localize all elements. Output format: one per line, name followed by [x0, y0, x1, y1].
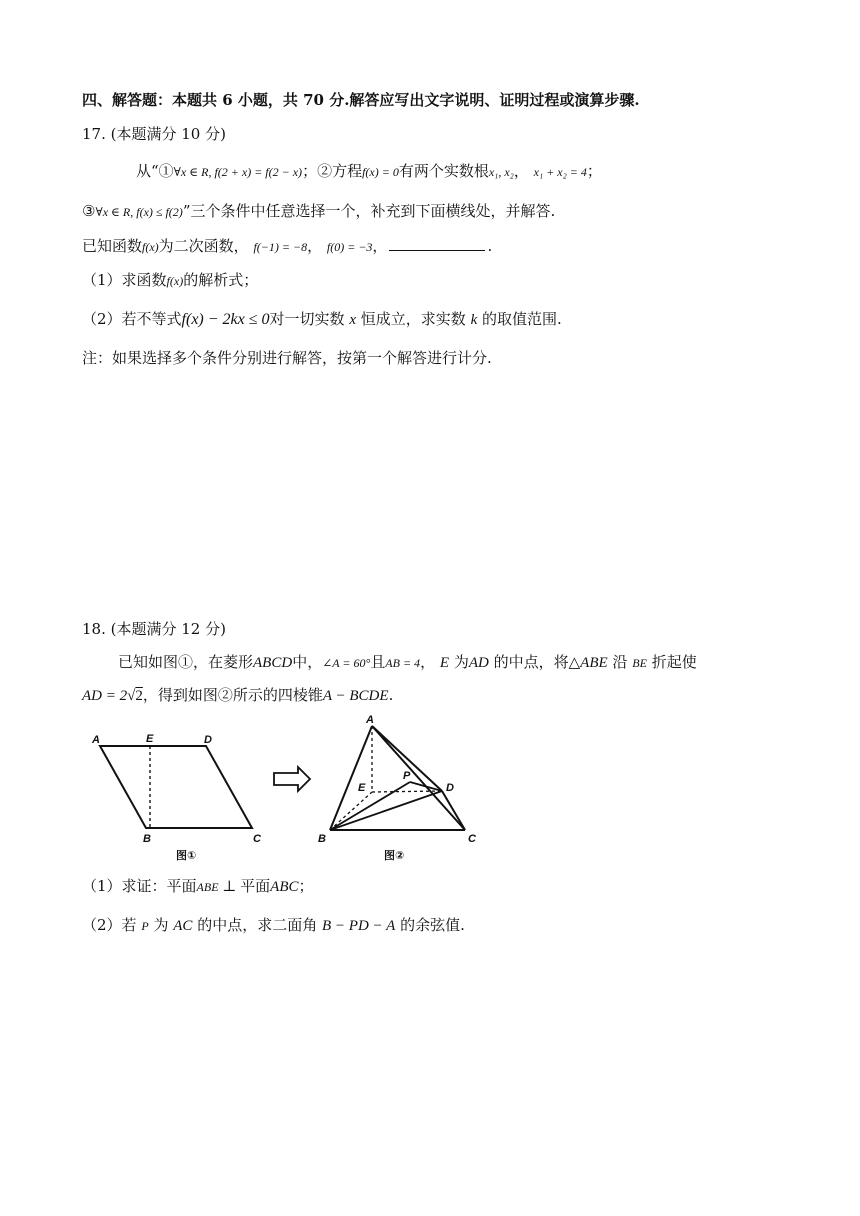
text: ， — [420, 653, 436, 671]
text: 的解析式； — [183, 271, 259, 289]
label-d: D — [446, 782, 454, 794]
label-e: E — [146, 733, 154, 745]
math-dihedral-angle: B − PD − A — [322, 918, 396, 934]
math-abe: ABE — [580, 655, 608, 671]
text: . — [388, 686, 394, 704]
text: 的中点，将△ — [493, 653, 581, 671]
label-b: B — [318, 833, 326, 845]
text: 为 — [153, 916, 169, 934]
q18-part2 — [82, 914, 465, 937]
right-arrow-icon — [274, 767, 310, 791]
label-a: A — [366, 714, 374, 726]
math-x: x — [349, 312, 356, 328]
math-ac: AC — [173, 918, 193, 934]
text: 有两个实数根 — [398, 162, 489, 180]
text: （2）若 — [82, 916, 137, 934]
math-abe: ABE — [196, 880, 219, 894]
perp-symbol: ⊥ — [218, 879, 241, 895]
label-a: A — [92, 734, 100, 746]
math-e: E — [439, 655, 450, 671]
q18-part1 — [82, 875, 314, 898]
section-heading: 四、解答题：本题共 6 小题，共 70 分.解答应写出文字说明、证明过程或演算步骤. — [82, 91, 640, 109]
math-condition-1: ∀x ∈ R, f(2 + x) = f(2 − x) — [173, 165, 303, 179]
text: 恒成立，求实数 — [360, 310, 466, 328]
math-value-2: f(0) = −3 — [326, 240, 373, 254]
math-be: BE — [632, 656, 647, 670]
math-k: k — [470, 312, 478, 328]
figure-2-pyramid — [330, 726, 465, 830]
math-equation: f(x) = 0 — [362, 165, 399, 179]
label-p: P — [403, 770, 411, 782]
text: 的取值范围. — [482, 310, 562, 328]
q17-note: 注：如果选择多个条件分别进行解答，按第一个解答进行计分. — [82, 349, 492, 367]
math-inequality: f(x) − 2kx ≤ 0 — [181, 311, 270, 328]
q17-header: 17. (本题满分 10 分) — [82, 125, 226, 143]
text: ， — [372, 237, 388, 255]
math-angle: ∠A = 60° — [322, 656, 371, 670]
sqrt-symbol: √ — [127, 688, 136, 704]
label-c: C — [253, 833, 261, 845]
math-p: P — [141, 919, 149, 933]
math-ad: AD — [468, 655, 489, 671]
dashed-edge-be — [330, 792, 372, 830]
q18-header: 18. (本题满分 12 分) — [82, 620, 226, 638]
math-pyramid: A − BCDE — [322, 688, 389, 704]
text: ； — [298, 877, 314, 895]
text: 已知如图①，在菱形 — [118, 653, 254, 671]
math-value-1: f(−1) = −8 — [253, 240, 308, 254]
figure-1-rhombus — [100, 746, 252, 828]
text: 的余弦值. — [400, 916, 465, 934]
edge-ac — [372, 726, 465, 830]
label-c: C — [468, 833, 476, 845]
edge-ab — [330, 726, 372, 830]
text: （1）求函数 — [82, 271, 167, 289]
math-fx: f(x) — [166, 274, 184, 288]
edge-dc — [442, 791, 465, 830]
figure-2-caption: 图② — [384, 850, 405, 862]
text: 对一切实数 — [269, 310, 345, 328]
math-fx: f(x) — [142, 240, 159, 254]
text: 且 — [370, 653, 386, 671]
label-e: E — [358, 782, 366, 794]
text: 为 — [453, 653, 469, 671]
text: ， — [513, 162, 529, 180]
math-abc: ABC — [270, 879, 299, 895]
text: 为二次函数， — [158, 237, 249, 255]
text: 平面 — [240, 877, 271, 895]
math-ab: AB = 4 — [385, 656, 421, 670]
rhombus-outline — [100, 746, 252, 828]
text: （1）求证：平面 — [82, 877, 197, 895]
text: 已知函数 — [82, 237, 143, 255]
math-ad-length: AD = 2 — [82, 688, 128, 704]
text: 中， — [292, 653, 323, 671]
math-root-sum: x₁ + x₂ = 4 — [533, 165, 587, 179]
text: ； — [586, 162, 602, 180]
figure-1-caption: 图① — [176, 850, 197, 862]
text: ，得到如图②所示的四棱锥 — [142, 686, 323, 704]
text: ；②方程 — [302, 162, 363, 180]
label-d: D — [204, 734, 212, 746]
text: ③ — [82, 202, 96, 220]
text: 的中点，求二面角 — [197, 916, 318, 934]
text: 沿 — [612, 653, 628, 671]
math-abcd: ABCD — [253, 655, 293, 671]
math-condition-3: ∀x ∈ R, f(x) ≤ f(2) — [95, 205, 183, 219]
math-roots: x₁, x₂ — [488, 165, 514, 179]
text: （2）若不等式 — [82, 310, 182, 328]
text: 从“① — [136, 162, 174, 180]
math-sqrt-radicand: 2 — [135, 688, 143, 704]
text: . — [487, 237, 493, 255]
label-b: B — [143, 833, 151, 845]
text: 折起使 — [651, 653, 697, 671]
text: ”三个条件中任意选择一个，补充到下面横线处，并解答. — [182, 202, 556, 220]
text: ， — [307, 237, 323, 255]
